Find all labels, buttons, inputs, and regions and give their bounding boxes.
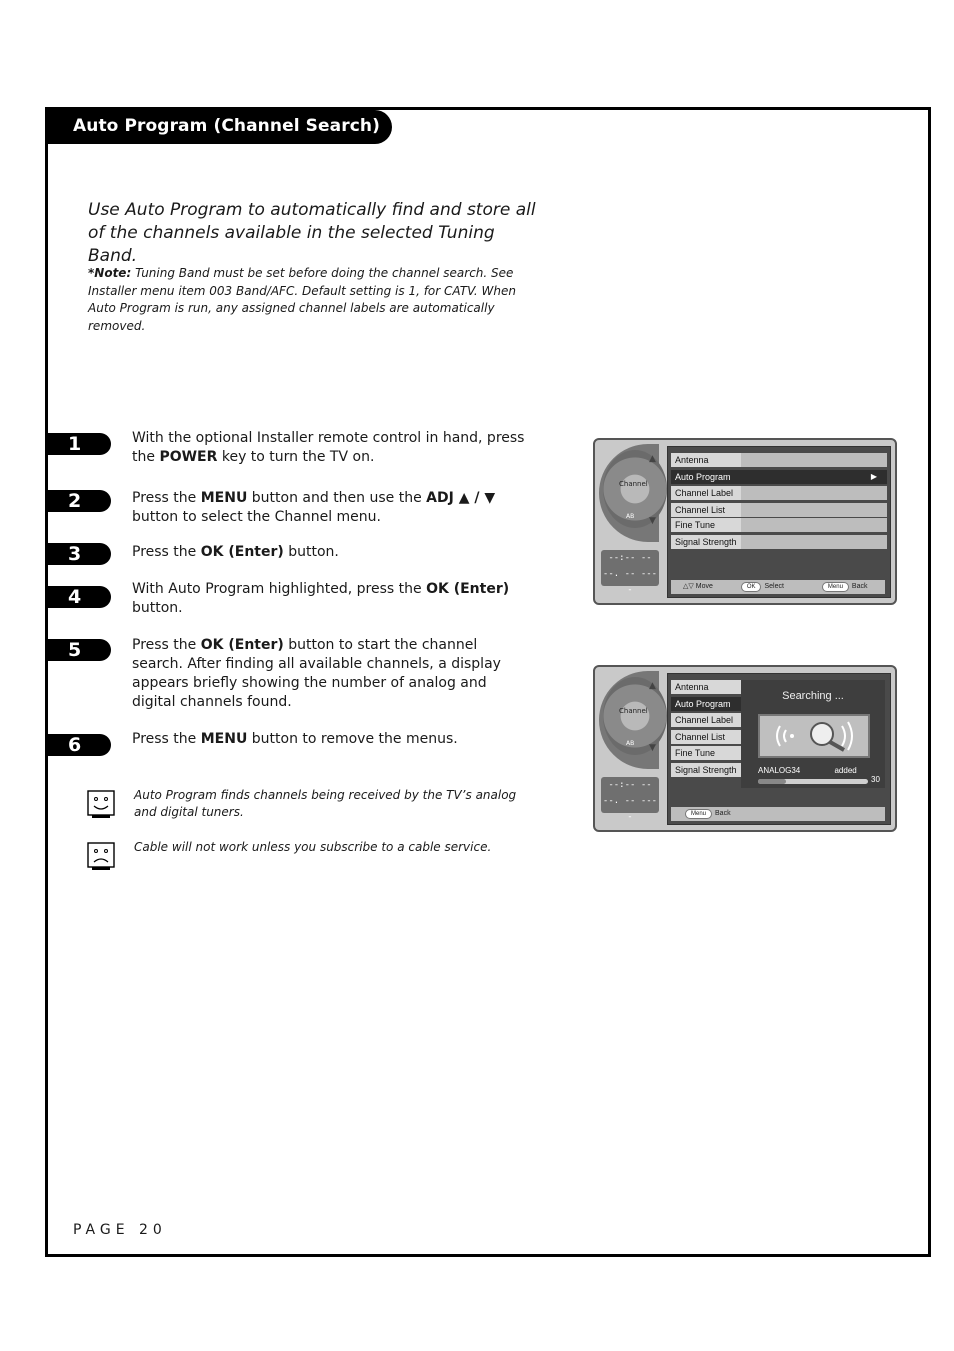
step-badge: 5	[48, 639, 111, 661]
step-key: MENU	[200, 490, 248, 506]
menu-item-auto-program[interactable]	[671, 470, 877, 484]
page-title: Auto Program (Channel Search)	[73, 116, 380, 136]
search-status-row	[758, 766, 876, 775]
searching-panel	[667, 673, 891, 825]
menu-item-label: Fine Tune	[675, 748, 716, 758]
search-progress-fill	[758, 779, 786, 784]
tv-screen-searching	[593, 665, 897, 832]
menu-item-channel-list[interactable]	[671, 730, 745, 744]
menu-footer	[671, 807, 885, 821]
step-text	[132, 730, 527, 749]
step-badge: 3	[48, 543, 111, 565]
menu-item-signal-strength[interactable]	[671, 535, 745, 549]
search-illustration	[758, 714, 870, 758]
step-text-part: button.	[132, 600, 183, 616]
step-text-part: button to remove the menus.	[247, 731, 458, 747]
step-text	[132, 489, 527, 527]
step-text	[132, 543, 527, 562]
clock-display	[601, 550, 659, 595]
intro-text: Use Auto Program to automatically find and store all of the channels available in the selected Tuning Band.	[88, 200, 536, 266]
wheel-ring	[603, 450, 667, 528]
page-number: PAGE 20	[73, 1222, 167, 1238]
clock-date: --. -- ----	[602, 796, 658, 822]
menu-item-label: Fine Tune	[675, 520, 716, 530]
move-arrows-icon: △▽	[683, 583, 694, 590]
step-text-part: With the optional Installer remote control in hand, press the	[132, 430, 525, 465]
menu-item-channel-list[interactable]	[671, 503, 745, 517]
menu-footer	[671, 580, 885, 594]
menu-item-antenna[interactable]	[671, 453, 745, 467]
wheel-ring	[603, 677, 667, 755]
step-key: OK (Enter)	[200, 544, 284, 560]
menu-item-label: Channel Label	[675, 488, 734, 498]
step-text-part: With Auto Program highlighted, press the	[132, 581, 427, 597]
menu-item-value	[741, 503, 887, 517]
step-text-part: Press the	[132, 490, 201, 506]
footer-move-label: Move	[695, 583, 713, 590]
step-badge: 6	[48, 734, 111, 756]
search-progress-bar	[758, 779, 868, 784]
menu-item-value	[741, 535, 887, 549]
wheel-channel-label: Channel	[619, 480, 648, 488]
menu-item-fine-tune[interactable]	[671, 746, 745, 760]
step-text-part: button to select the Channel menu.	[132, 509, 381, 525]
down-arrow-icon: ▼	[649, 743, 656, 753]
step-text-part: button to start the channel search. After finding all available channels, a display appears briefly showing the number of analog and digital channels found.	[132, 637, 501, 710]
clock-display	[601, 777, 659, 822]
up-arrow-icon: ▲	[649, 454, 656, 464]
sad-face-icon	[86, 841, 116, 871]
note-label: *Note:	[88, 266, 132, 280]
menu-item-label: Signal Strength	[675, 537, 737, 547]
step-key: MENU	[200, 731, 248, 747]
right-arrow-icon: ▶	[870, 472, 877, 481]
menu-item-label: Auto Program	[675, 472, 731, 482]
wheel-ab-label: AB	[626, 513, 635, 520]
clock-date: --. -- ----	[602, 569, 658, 595]
menu-item-channel-label[interactable]	[671, 486, 745, 500]
step-text	[132, 580, 527, 618]
menu-item-value	[741, 453, 887, 467]
step-text-part: key to turn the TV on.	[217, 449, 375, 465]
menu-item-label: Channel List	[675, 505, 726, 515]
channel-found: ANALOG34	[758, 766, 801, 775]
menu-item-label: Channel List	[675, 732, 726, 742]
wheel-channel-label: Channel	[619, 707, 648, 715]
menu-button-icon: Menu	[822, 582, 849, 592]
menu-item-signal-strength[interactable]	[671, 763, 745, 777]
step-key: OK (Enter)	[200, 637, 284, 653]
step-key: POWER	[159, 449, 218, 465]
menu-item-label: Antenna	[675, 455, 709, 465]
note-text: Tuning Band must be set before doing the channel search. See Installer menu item 003 Band/AFC. Default setting is 1, for CATV. When Auto Program is run, any assigned channel labels are automatically removed.	[88, 266, 516, 334]
footer-back-label: Back	[715, 810, 731, 817]
step-badge: 4	[48, 586, 111, 608]
tv-screen-channel-menu	[593, 438, 897, 605]
ok-button-icon: OK	[741, 582, 762, 592]
menu-item-auto-program[interactable]	[671, 697, 745, 711]
footer-back-label: Back	[851, 583, 868, 590]
menu-item-value	[741, 518, 887, 532]
antenna-search-icon	[760, 716, 868, 756]
menu-item-value	[741, 486, 887, 500]
menu-item-channel-label[interactable]	[671, 713, 745, 727]
menu-item-label: Channel Label	[675, 715, 734, 725]
step-key: ADJ ▲ / ▼	[426, 490, 496, 506]
step-text-part: button and then use the	[247, 490, 427, 506]
clock-time: --:-- --	[608, 780, 652, 790]
step-badge: 1	[48, 433, 111, 455]
menu-button-icon: Menu	[685, 809, 712, 819]
step-text-part: button.	[283, 544, 339, 560]
step-badge: 2	[48, 490, 111, 512]
happy-face-icon	[86, 789, 116, 819]
channel-menu-panel	[667, 446, 891, 598]
up-arrow-icon: ▲	[649, 681, 656, 691]
note	[88, 265, 518, 336]
tip-sad-text: Cable will not work unless you subscribe to a cable service.	[134, 840, 492, 854]
menu-item-antenna[interactable]	[671, 680, 745, 694]
step-text-part: Press the	[132, 637, 201, 653]
tip-happy-text: Auto Program finds channels being received by the TV’s analog and digital tuners.	[134, 788, 517, 819]
search-title: Searching ...	[782, 690, 844, 702]
menu-item-fine-tune[interactable]	[671, 518, 745, 532]
menu-item-label: Auto Program	[675, 699, 731, 709]
menu-item-label: Signal Strength	[675, 765, 737, 775]
step-text-part: Press the	[132, 544, 201, 560]
search-dialog	[741, 680, 885, 788]
channel-status: added	[834, 766, 857, 775]
clock-time: --:-- --	[608, 553, 652, 563]
menu-item-label: Antenna	[675, 682, 709, 692]
down-arrow-icon: ▼	[649, 516, 656, 526]
step-text	[132, 429, 527, 467]
menu-item-value	[741, 470, 887, 484]
search-count: 30	[871, 775, 880, 784]
footer-select-label: Select	[764, 583, 784, 590]
step-text	[132, 636, 527, 712]
wheel-ab-label: AB	[626, 740, 635, 747]
step-text-part: Press the	[132, 731, 201, 747]
step-key: OK (Enter)	[426, 581, 510, 597]
